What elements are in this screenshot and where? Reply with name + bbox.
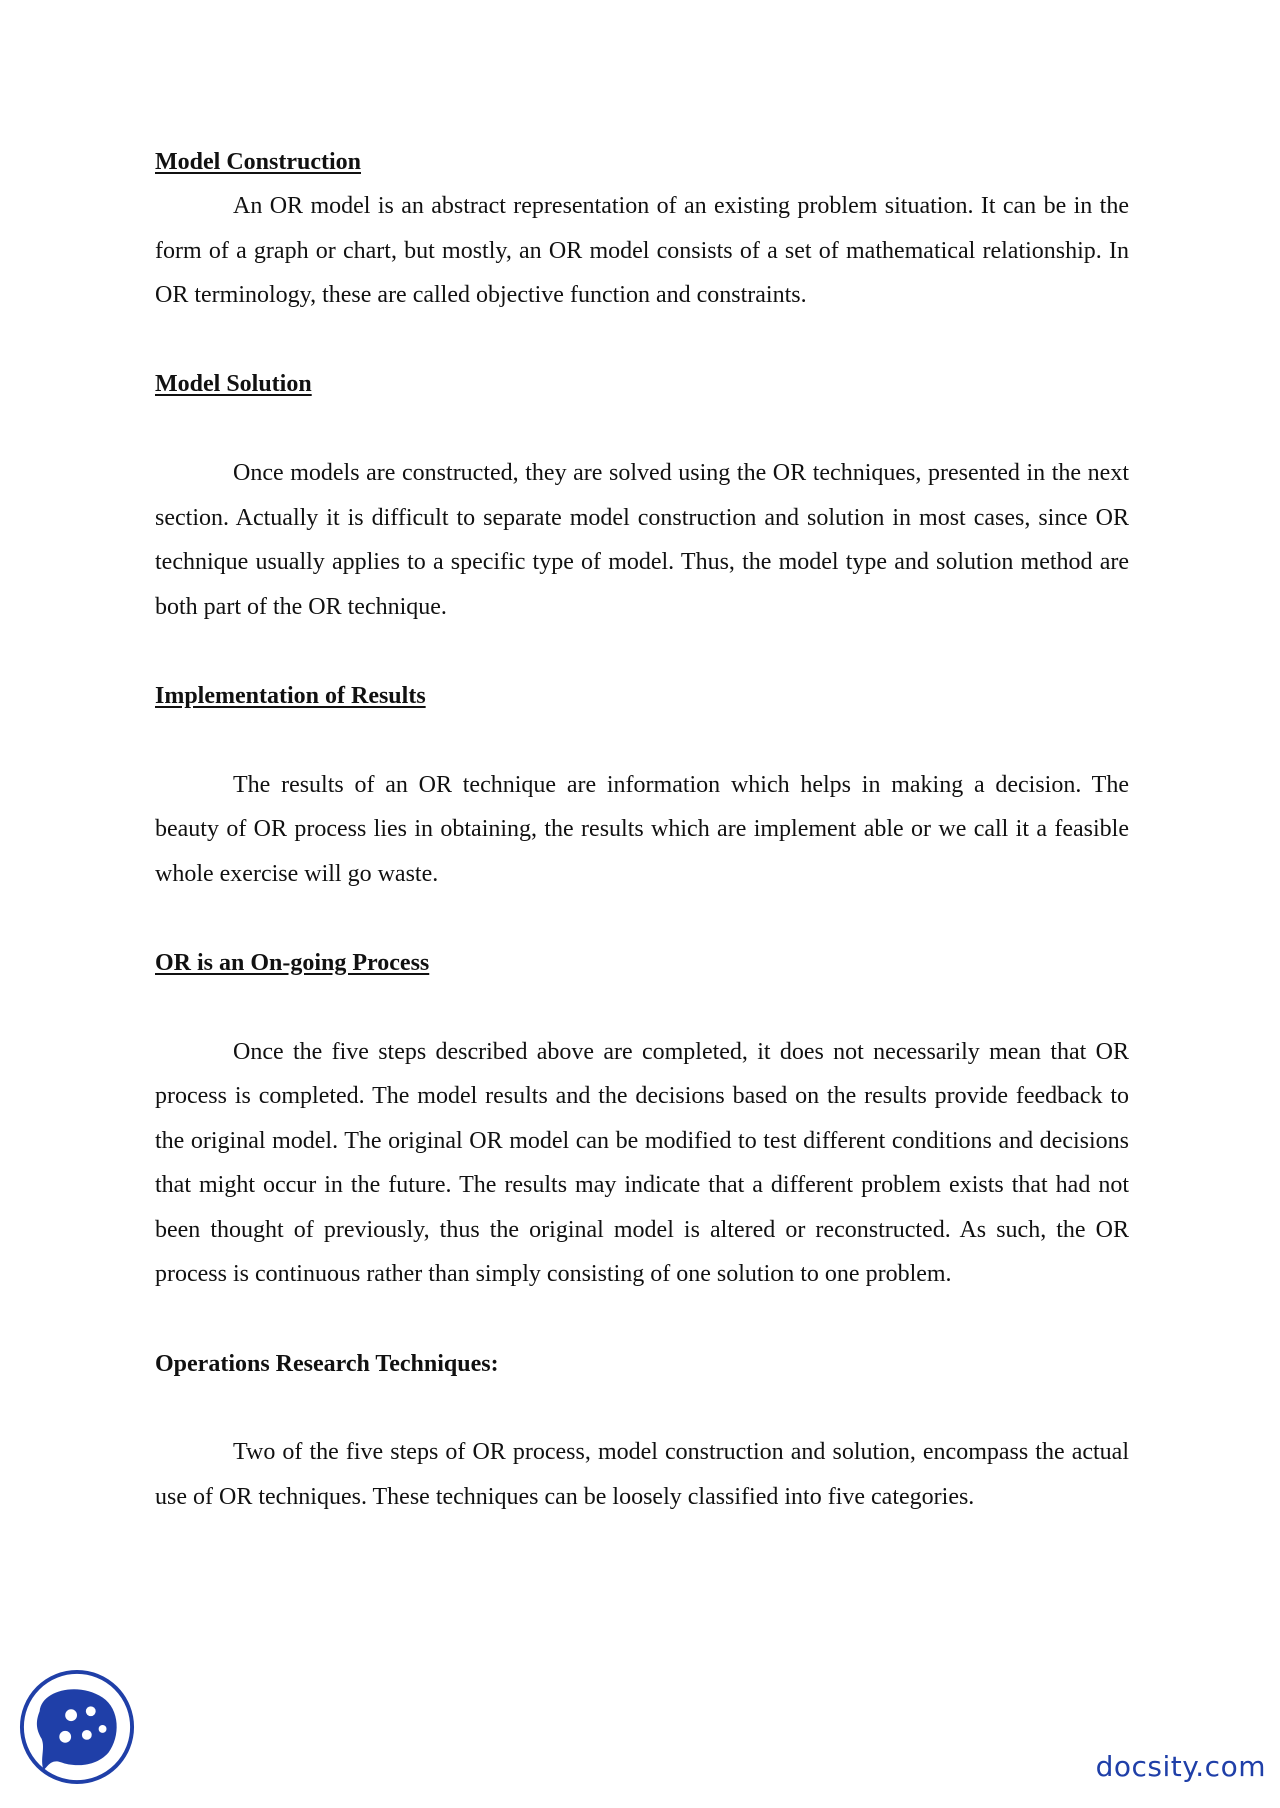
section-paragraph-or-techniques: Two of the five steps of OR process, model construction and solution, encompass the actual use of OR techniques. These techniques can be loosely classified into five categories. xyxy=(155,1439,1129,1510)
section-spacer xyxy=(155,985,1129,1030)
section-spacer xyxy=(155,629,1129,674)
docsity-logo-icon[interactable] xyxy=(18,1668,136,1786)
document-page xyxy=(155,140,1129,1519)
section-heading-or-techniques: Operations Research Techniques: xyxy=(155,1350,499,1377)
section-paragraph-model-solution: Once models are constructed, they are solved using the OR techniques, presented in the next section. Actually it is difficult to separate model construction and solution in most cases, since OR technique usually applies to a specific type of model. Thus, the model type and solution method are both part of the OR technique. xyxy=(155,459,1129,620)
section-spacer xyxy=(155,1386,1129,1431)
section-paragraph-implementation-of-results: The results of an OR technique are information which helps in making a decision. The beauty of OR process lies in obtaining, the results which are implement able or we call it a feasible whole exercise will go waste. xyxy=(155,771,1129,887)
section-heading-implementation-of-results: Implementation of Results xyxy=(155,682,426,709)
section-spacer xyxy=(155,718,1129,763)
section-heading-on-going-process: OR is an On-going Process xyxy=(155,949,430,976)
section-spacer xyxy=(155,406,1129,451)
docsity-brand-link[interactable]: docsity.com xyxy=(1095,1750,1266,1783)
section-paragraph-model-construction: An OR model is an abstract representation of an existing problem situation. It can be in the form of a graph or chart, but mostly, an OR model consists of a set of mathematical relationship. In OR terminology, these are called objective function and constraints. xyxy=(155,193,1129,309)
section-spacer xyxy=(155,1297,1129,1342)
section-spacer xyxy=(155,318,1129,363)
section-heading-model-construction: Model Construction xyxy=(155,149,361,175)
section-heading-model-solution: Model Solution xyxy=(155,371,312,398)
section-spacer xyxy=(155,896,1129,941)
section-paragraph-on-going-process: Once the five steps described above are completed, it does not necessarily mean that OR process is completed. The model results and the decisions based on the results provide feedback to the original model. The original OR model can be modified to test different conditions and decisions that might occur in the future. The results may indicate that a different problem exists that had not been thought of previously, thus the original model is altered or reconstructed. As such, the OR process is continuous rather than simply consisting of one solution to one problem. xyxy=(155,1038,1129,1288)
